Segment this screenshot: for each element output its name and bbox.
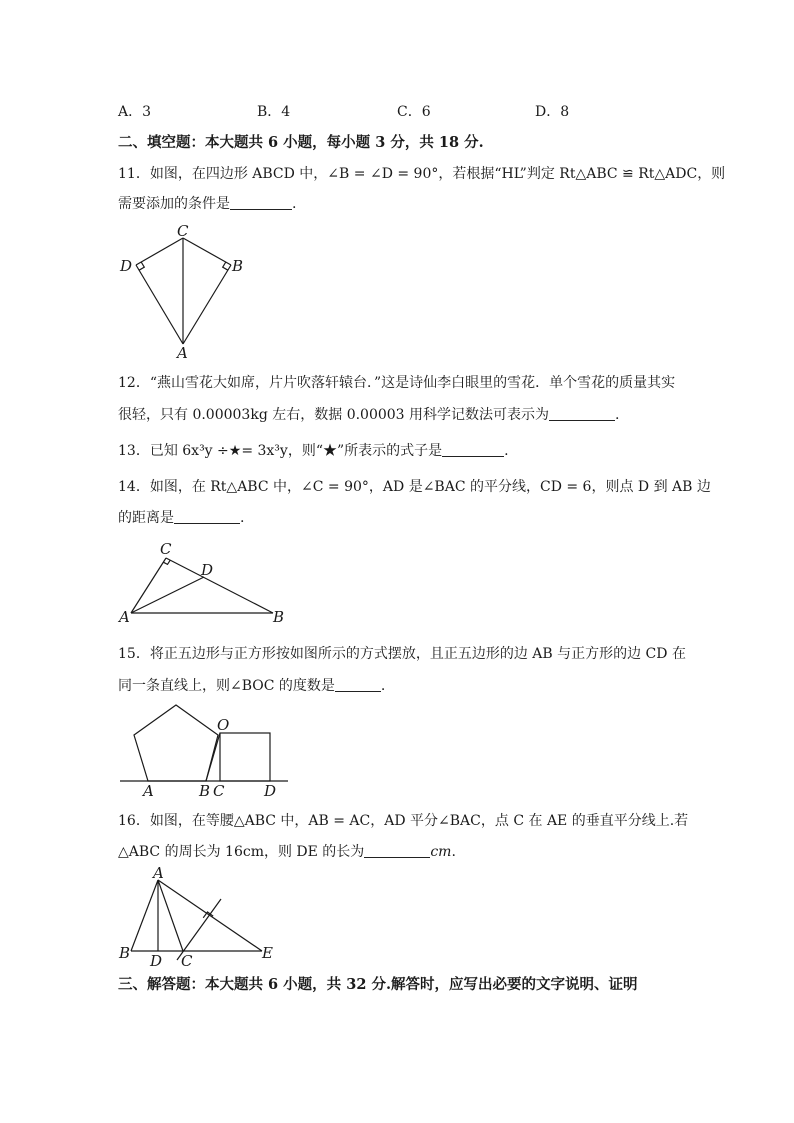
q14-end: . [240, 510, 245, 526]
section-heading-fill-in: 二、填空题：本大题共 6 小题，每小题 3 分，共 18 分. [118, 134, 484, 151]
q14-edge-cb [166, 558, 273, 613]
q16-label-c: C [181, 952, 193, 970]
q14-prompt: 的距离是 [118, 510, 174, 526]
q11-edge-cb [183, 238, 231, 265]
q15-label-c: C [213, 782, 225, 800]
q11-edge-da [136, 265, 183, 344]
q16-label-e: E [262, 944, 273, 962]
choice-d: D．8 [535, 104, 570, 120]
q16-edge-ac [158, 880, 183, 951]
q15-line1: 15．将正五边形与正方形按如图所示的方式摆放，且正五边形的边 AB 与正方形的边 CD 在 [118, 646, 686, 662]
q13-prompt: 13．已知 6x³y ÷★= 3x³y，则“★”所表示的式子是 [118, 443, 443, 459]
q16-edge-ab [131, 880, 158, 951]
q16-label-d: D [150, 952, 163, 970]
q12-prompt: 很轻，只有 0.00003kg 左右，数据 0.00003 用科学记数法可表示为 [118, 407, 550, 423]
q15-label-o: O [217, 716, 230, 734]
q16-label-a: A [153, 864, 164, 882]
q11-line1: 11．如图，在四边形 ABCD 中，∠B = ∠D = 90°，若根据“HL”判定 Rt△ABC ≌ Rt△ADC，则 [118, 166, 726, 182]
q11-kite-figure [119, 222, 243, 362]
q15-pentagon [134, 705, 218, 781]
choice-b: B．4 [257, 104, 291, 120]
section-heading-solve: 三、解答题：本大题共 6 小题，共 32 分.解答时，应写出必要的文字说明、证明 [118, 976, 638, 993]
q11-label-a: A [177, 344, 188, 362]
q14-label-c: C [160, 540, 172, 558]
q11-label-d: D [120, 257, 133, 275]
q14-label-b: B [273, 608, 285, 626]
q16-end: . [451, 844, 456, 860]
choice-c: C．6 [397, 104, 431, 120]
q11-edge-ba [183, 265, 231, 344]
q15-segment-bo [206, 733, 220, 781]
q16-edge-ae [158, 880, 262, 951]
q14-label-a: A [119, 608, 130, 626]
q14-line1: 14．如图，在 Rt△ABC 中，∠C = 90°，AD 是∠BAC 的平分线，CD = 6，则点 D 到 AB 边 [118, 479, 711, 495]
q15-label-b: B [199, 782, 211, 800]
q11-label-b: B [232, 257, 244, 275]
q15-label-d: D [264, 782, 277, 800]
q15-pentagon-square-figure [120, 705, 288, 800]
q15-label-a: A [143, 782, 154, 800]
q16-line1: 16．如图，在等腰△ABC 中，AB = AC，AD 平分∠BAC，点 C 在 AE 的垂直平分线上.若 [118, 813, 689, 829]
q11-end: . [292, 196, 297, 212]
q15-prompt: 同一条直线上，则∠BOC 的度数是 [118, 678, 335, 694]
q16-prompt: △ABC 的周长为 16cm，则 DE 的长为 [118, 844, 365, 860]
q12-end: . [615, 407, 620, 423]
q11-label-c: C [177, 222, 189, 240]
q11-prompt: 需要添加的条件是 [118, 196, 230, 212]
q13-end: . [504, 443, 509, 459]
q15-end: . [380, 678, 386, 694]
choice-a: A．3 [118, 104, 152, 120]
q15-square [220, 733, 270, 781]
q16-unit: cm [430, 844, 452, 860]
q14-triangle-figure [117, 540, 284, 626]
q11-edge-cd [136, 238, 183, 265]
q12-line1: 12．“燕山雪花大如席，片片吹落轩辕台．”这是诗仙李白眼里的雪花．单个雪花的质量其实 [118, 375, 676, 391]
q14-label-d: D [201, 561, 214, 579]
q16-triangle-figure [118, 864, 273, 970]
q16-label-b: B [119, 944, 131, 962]
